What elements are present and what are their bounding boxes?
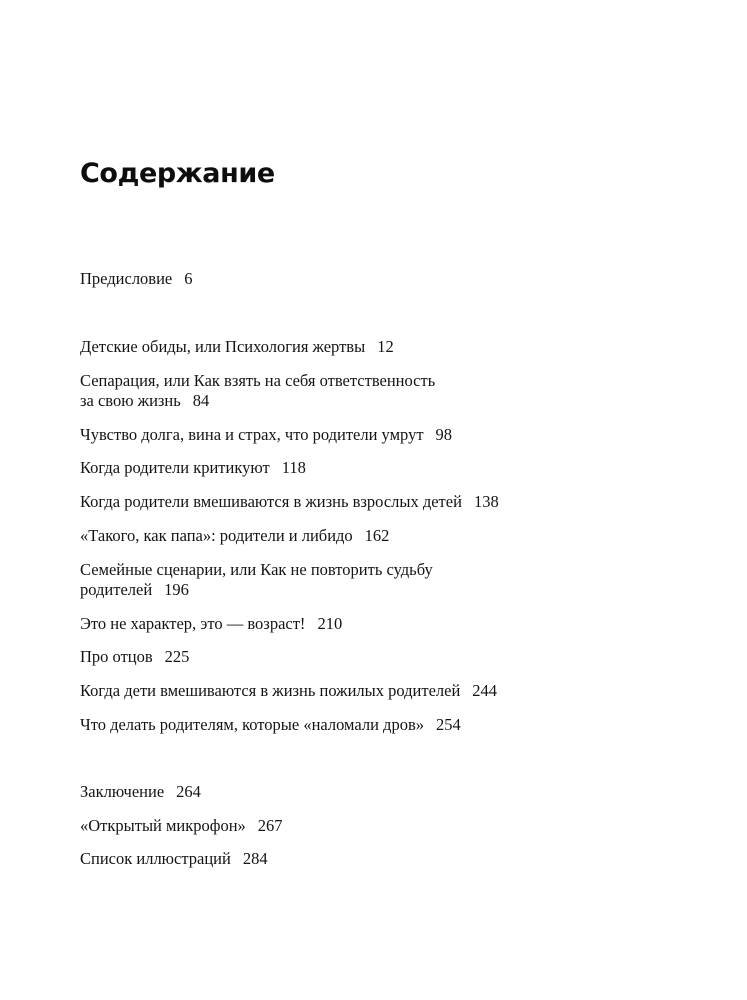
page-number: 98: [435, 425, 453, 444]
page-number: 6: [184, 269, 193, 288]
entry-title: Предисловие: [80, 269, 173, 288]
page-number: 244: [472, 681, 498, 700]
toc-entry-chapter-5: [80, 492, 560, 512]
entry-title: Чувство долга, вина и страх, что родители умрут: [80, 425, 424, 444]
page-number: 267: [257, 816, 283, 835]
toc-entry-chapter-3: [80, 425, 560, 445]
entry-title: Детские обиды, или Психология жертвы: [80, 337, 366, 356]
toc-entry-chapter-10: [80, 681, 560, 701]
toc-entry-chapter-6: [80, 526, 560, 546]
entry-title-continued: родителей: [80, 580, 153, 599]
entry-title: Это не характер, это — возраст!: [80, 614, 306, 633]
entry-title: «Открытый микрофон»: [80, 816, 246, 835]
page-number: 210: [317, 614, 343, 633]
page-number: 12: [377, 337, 394, 356]
toc-entry-chapter-2: [80, 371, 560, 411]
page-number: 138: [473, 492, 499, 511]
page-number: 264: [176, 782, 201, 801]
toc-entry-chapter-7: [80, 560, 560, 600]
toc-entry-chapter-1: [80, 337, 560, 357]
entry-title: «Такого, как папа»: родители и либидо: [80, 526, 353, 545]
entry-title: Про отцов: [80, 647, 153, 666]
entry-title: Когда дети вмешиваются в жизнь пожилых родителей: [80, 681, 461, 700]
page-number: 162: [364, 526, 390, 545]
toc-entry-chapter-11: [80, 715, 560, 735]
page-number: 284: [242, 849, 268, 868]
toc-entry-chapter-8: [80, 614, 560, 634]
page-title: Содержание: [80, 158, 275, 189]
toc-entry-conclusion: [80, 782, 560, 802]
entry-title: Что делать родителям, которые «наломали дров»: [80, 715, 424, 734]
page-number: 118: [281, 458, 306, 477]
entry-title: Семейные сценарии, или Как не повторить судьбу: [80, 560, 433, 579]
toc-entry-chapter-9: [80, 647, 560, 667]
entry-title: Сепарация, или Как взять на себя ответственность: [80, 371, 436, 390]
entry-title: Когда родители вмешиваются в жизнь взрослых детей: [80, 492, 462, 511]
page-number: 84: [192, 391, 210, 410]
page-number: 196: [164, 580, 189, 599]
entry-title-continued: за свою жизнь: [80, 391, 181, 410]
toc-entry-preface: [80, 269, 560, 289]
toc-entry-open-microphone: [80, 816, 560, 836]
entry-title: Список иллюстраций: [80, 849, 231, 868]
entry-title: Когда родители критикуют: [80, 458, 270, 477]
toc-entry-illustrations: [80, 849, 560, 869]
toc-entry-chapter-4: [80, 458, 560, 478]
page-number: 254: [435, 715, 461, 734]
page-number: 225: [164, 647, 190, 666]
entry-title: Заключение: [80, 782, 165, 801]
